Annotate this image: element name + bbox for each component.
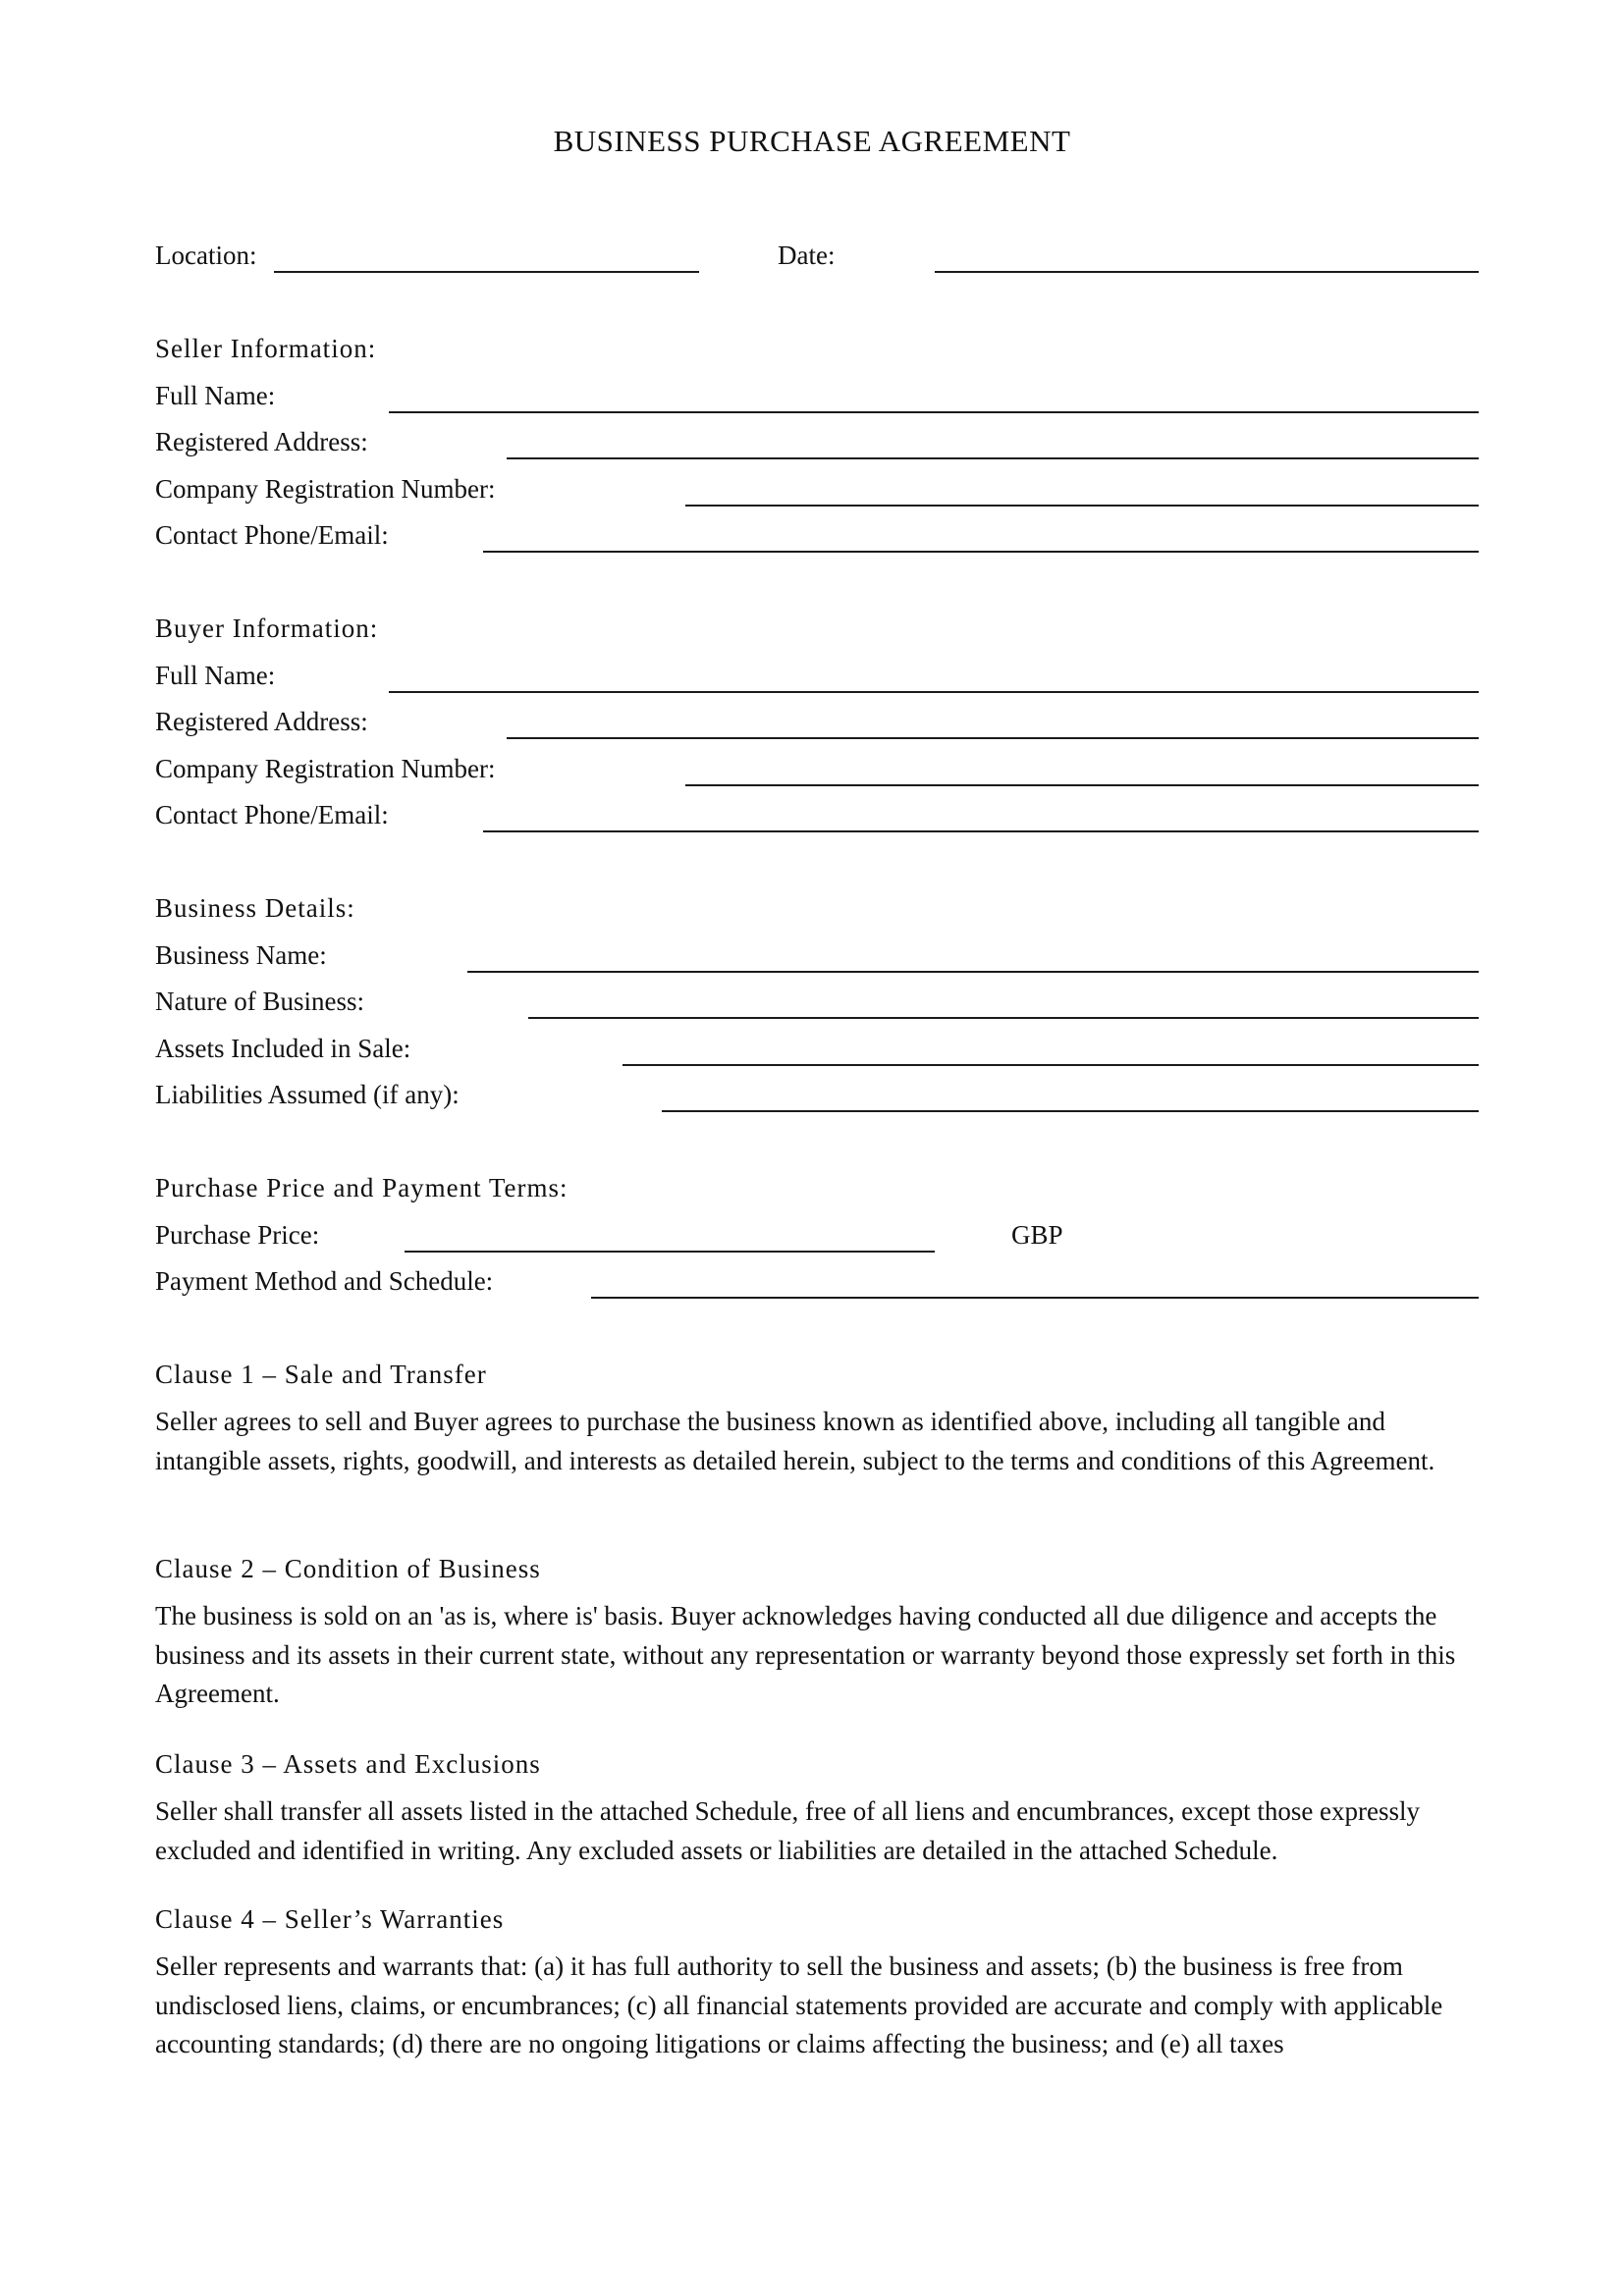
location-field[interactable] — [274, 271, 699, 273]
payment-method-label: Payment Method and Schedule: — [155, 1266, 494, 1296]
clause-1-text: Seller agrees to sell and Buyer agrees to purchase the business known as identified above, including all tangible and intangible assets, rights, goodwill, and interests as detailed herein, subject to the terms and conditions of this Agreement. — [155, 1407, 1435, 1475]
assets-included-label: Assets Included in Sale: — [155, 1034, 411, 1063]
clause-1-heading: Clause 1 – Sale and Transfer — [155, 1360, 487, 1389]
date-label: Date: — [778, 240, 836, 270]
business-nature-label: Nature of Business: — [155, 987, 364, 1016]
clause-3-text: Seller shall transfer all assets listed in the attached Schedule, free of all liens and encumbrances, except those expressly excluded and identified in writing. Any excluded assets or liabilities are detailed in the attached Schedule. — [155, 1796, 1421, 1865]
currency-label: GBP — [1011, 1220, 1063, 1250]
seller-reg-number-field[interactable] — [685, 505, 1479, 507]
payment-method-field[interactable] — [591, 1297, 1479, 1299]
seller-full-name-field[interactable] — [389, 411, 1479, 413]
buyer-reg-number-label: Company Registration Number: — [155, 754, 496, 783]
assets-included-field[interactable] — [623, 1064, 1479, 1066]
buyer-full-name-field[interactable] — [389, 691, 1479, 693]
seller-address-field[interactable] — [507, 457, 1479, 459]
buyer-contact-field[interactable] — [483, 830, 1479, 832]
seller-contact-label: Contact Phone/Email: — [155, 520, 389, 550]
clause-2-text: The business is sold on an 'as is, where is' basis. Buyer acknowledges having conducted all due diligence and accepts the business and its assets in their current state, without any representation or warranty beyond those expressly set forth in this Agreement. — [155, 1601, 1456, 1708]
buyer-reg-number-field[interactable] — [685, 784, 1479, 786]
buyer-section-heading: Buyer Information: — [155, 614, 379, 643]
seller-section-heading: Seller Information: — [155, 334, 377, 363]
liabilities-assumed-label: Liabilities Assumed (if any): — [155, 1080, 460, 1109]
business-section-heading: Business Details: — [155, 893, 355, 923]
clause-4-text: Seller represents and warrants that: (a) it has full authority to sell the business and assets; (b) the business is free from undisclosed liens, claims, or encumbrances; (c) all financial statements provided are accurate and comply with applicable accounting standards; (d) there are no ongoing litigations or claims affecting the business; and (e) all taxes — [155, 1951, 1443, 2058]
business-name-field[interactable] — [467, 971, 1479, 973]
seller-address-label: Registered Address: — [155, 427, 368, 456]
seller-full-name-label: Full Name: — [155, 381, 276, 410]
buyer-contact-label: Contact Phone/Email: — [155, 800, 389, 829]
seller-contact-field[interactable] — [483, 551, 1479, 553]
date-field[interactable] — [935, 271, 1479, 273]
buyer-full-name-label: Full Name: — [155, 661, 276, 690]
purchase-price-field[interactable] — [405, 1251, 935, 1253]
business-nature-field[interactable] — [528, 1017, 1479, 1019]
location-label: Location: — [155, 240, 257, 270]
buyer-address-label: Registered Address: — [155, 707, 368, 736]
buyer-address-field[interactable] — [507, 737, 1479, 739]
purchase-price-label: Purchase Price: — [155, 1220, 320, 1250]
clause-2-heading: Clause 2 – Condition of Business — [155, 1554, 541, 1583]
seller-reg-number-label: Company Registration Number: — [155, 474, 496, 504]
liabilities-assumed-field[interactable] — [662, 1110, 1479, 1112]
clause-4-heading: Clause 4 – Seller’s Warranties — [155, 1904, 505, 1934]
document-title: BUSINESS PURCHASE AGREEMENT — [553, 124, 1071, 158]
price-section-heading: Purchase Price and Payment Terms: — [155, 1173, 568, 1202]
business-name-label: Business Name: — [155, 940, 327, 970]
clause-3-heading: Clause 3 – Assets and Exclusions — [155, 1749, 541, 1779]
